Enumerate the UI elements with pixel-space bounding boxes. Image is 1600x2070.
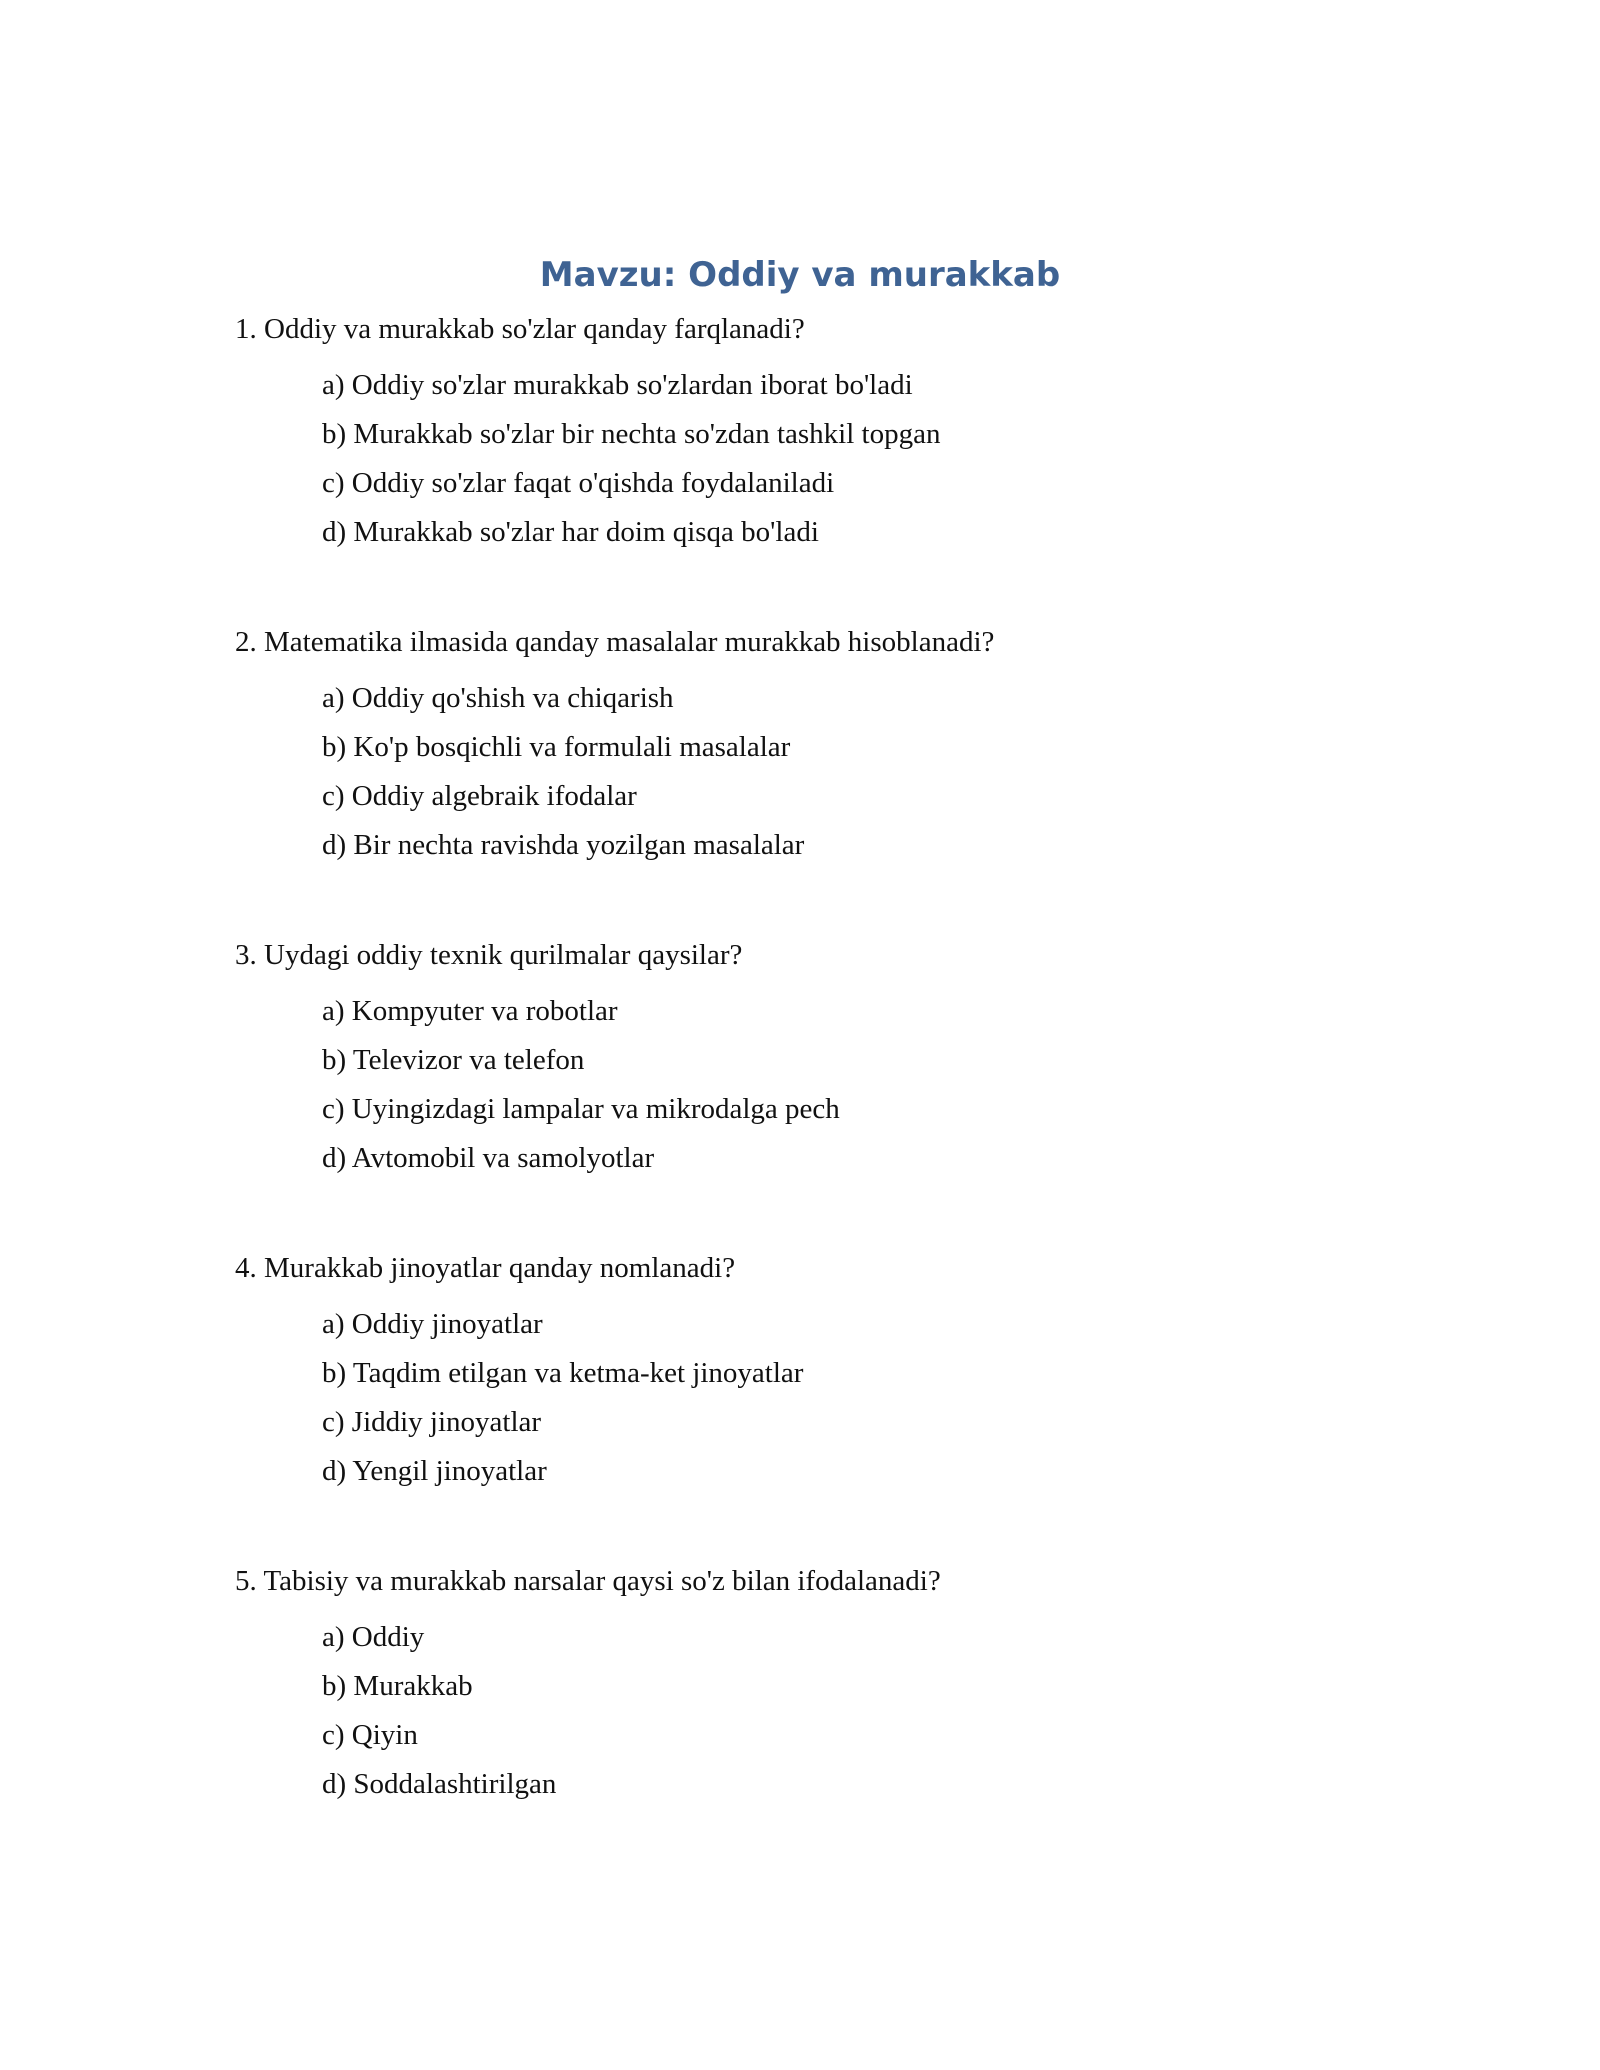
answer-options	[235, 987, 1435, 1183]
answer-option-c: c) Oddiy so'zlar faqat o'qishda foydalaniladi	[322, 467, 835, 499]
answer-option-c: c) Jiddiy jinoyatlar	[322, 1406, 542, 1438]
answer-options	[235, 674, 1435, 870]
answer-option-b: b) Murakkab	[322, 1670, 473, 1702]
question-text: 5. Tabisiy va murakkab narsalar qaysi so'z bilan ifodalanadi?	[235, 1565, 941, 1597]
question-4	[235, 1244, 1435, 1496]
answer-option-b: b) Televizor va telefon	[322, 1044, 585, 1076]
question-text: 3. Uydagi oddiy texnik qurilmalar qaysilar?	[235, 939, 743, 971]
question-text: 2. Matematika ilmasida qanday masalalar murakkab hisoblanadi?	[235, 626, 995, 658]
question-text: 4. Murakkab jinoyatlar qanday nomlanadi?	[235, 1252, 736, 1284]
answer-option-b: b) Taqdim etilgan va ketma-ket jinoyatlar	[322, 1357, 804, 1389]
question-2	[235, 618, 1435, 870]
answer-option-d: d) Soddalashtirilgan	[322, 1768, 557, 1800]
question-list	[235, 305, 1435, 1870]
answer-options	[235, 1613, 1435, 1809]
answer-option-a: a) Oddiy qo'shish va chiqarish	[322, 682, 674, 714]
question-5	[235, 1557, 1435, 1809]
answer-option-b: b) Murakkab so'zlar bir nechta so'zdan tashkil topgan	[322, 418, 941, 450]
answer-option-a: a) Oddiy so'zlar murakkab so'zlardan iborat bo'ladi	[322, 369, 913, 401]
answer-option-d: d) Yengil jinoyatlar	[322, 1455, 547, 1487]
answer-option-d: d) Avtomobil va samolyotlar	[322, 1142, 655, 1174]
answer-options	[235, 361, 1435, 557]
answer-option-c: c) Oddiy algebraik ifodalar	[322, 780, 637, 812]
answer-option-c: c) Qiyin	[322, 1719, 418, 1751]
answer-option-a: a) Oddiy jinoyatlar	[322, 1308, 543, 1340]
answer-options	[235, 1300, 1435, 1496]
page-title: Mavzu: Oddiy va murakkab	[539, 255, 1061, 295]
answer-option-a: a) Oddiy	[322, 1621, 425, 1653]
question-1	[235, 305, 1435, 557]
answer-option-d: d) Murakkab so'zlar har doim qisqa bo'ladi	[322, 516, 819, 548]
answer-option-a: a) Kompyuter va robotlar	[322, 995, 618, 1027]
answer-option-d: d) Bir nechta ravishda yozilgan masalalar	[322, 829, 805, 861]
question-3	[235, 931, 1435, 1183]
answer-option-c: c) Uyingizdagi lampalar va mikrodalga pech	[322, 1093, 840, 1125]
question-text: 1. Oddiy va murakkab so'zlar qanday farqlanadi?	[235, 313, 805, 345]
answer-option-b: b) Ko'p bosqichli va formulali masalalar	[322, 731, 791, 763]
